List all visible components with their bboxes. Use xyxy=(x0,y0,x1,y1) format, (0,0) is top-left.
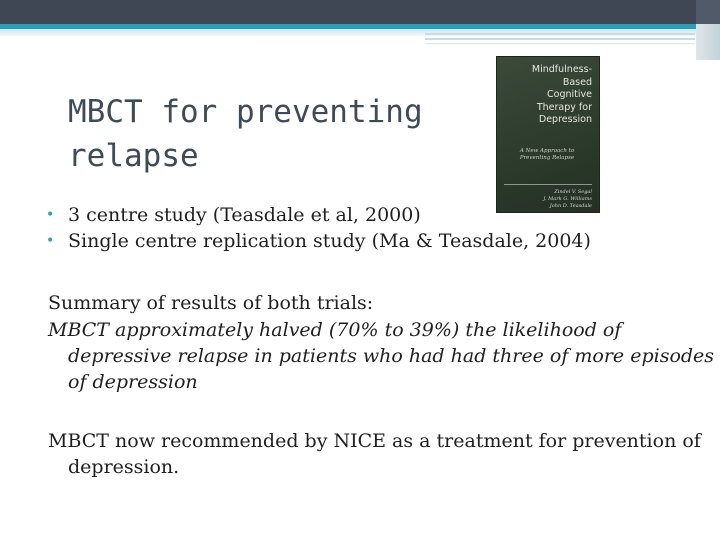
book-cover-title xyxy=(500,64,592,127)
bullet-text: Single centre replication study (Ma & Teasdale, 2004) xyxy=(68,230,591,252)
book-cover-subtitle: A New Approach to Preventing Relapse xyxy=(519,148,575,161)
bullet-item xyxy=(30,202,710,228)
book-author: Zindel V. Segal xyxy=(554,189,592,195)
book-author: J. Mark G. Williams xyxy=(543,196,592,202)
bullet-icon: • xyxy=(46,207,55,223)
nice-recommendation: MBCT now recommended by NICE as a treatment for prevention of depression. xyxy=(48,430,701,478)
book-cover-image xyxy=(496,56,600,213)
book-title-line: Mindfulness- xyxy=(531,64,592,75)
bullet-list xyxy=(30,202,710,254)
bullet-text: 3 centre study (Teasdale et al, 2000) xyxy=(68,204,421,226)
corner-accent-dark xyxy=(696,0,720,24)
bullet-icon: • xyxy=(46,233,55,249)
header-bar xyxy=(0,0,720,24)
book-title-line: Cognitive xyxy=(547,89,592,100)
decorative-line xyxy=(425,33,695,35)
book-title-line: Depression xyxy=(538,114,592,125)
summary-heading: Summary of results of both trials: xyxy=(48,292,374,314)
decorative-line xyxy=(425,38,695,40)
book-cover-divider xyxy=(504,184,592,185)
decorative-line xyxy=(425,43,695,44)
book-title-line: Therapy for xyxy=(536,101,592,113)
book-author: John D. Teasdale xyxy=(549,203,592,209)
summary-body: MBCT approximately halved (70% to 39%) the likelihood of depressive relapse in patients who had had three of more episodes of depression xyxy=(48,319,715,393)
book-title-line: Based xyxy=(562,76,592,88)
bullet-item xyxy=(30,228,710,254)
slide-title: MBCT for preventing relapse xyxy=(68,94,423,174)
